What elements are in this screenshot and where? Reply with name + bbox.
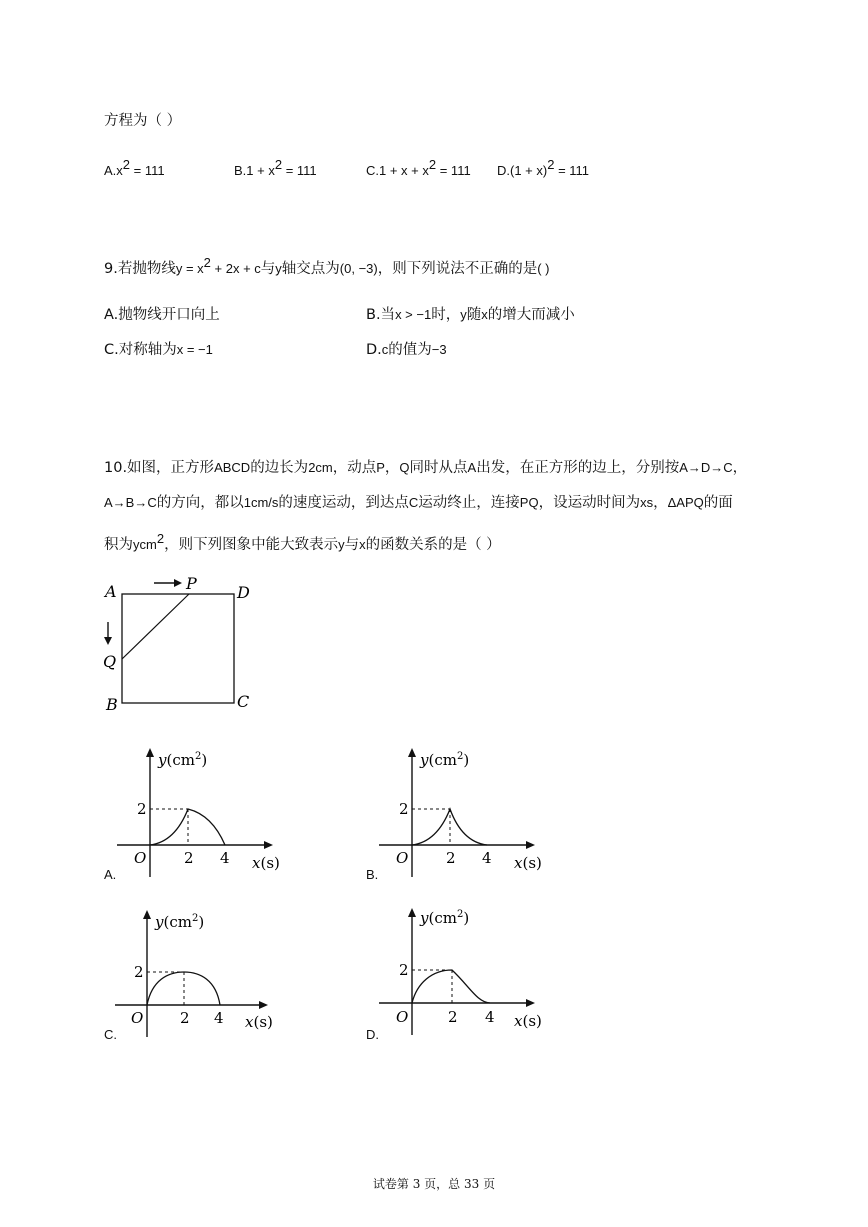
origin-label: O <box>131 1009 144 1027</box>
graph-option-d <box>362 905 552 1045</box>
tick-x-4: 4 <box>482 849 492 867</box>
stem-text: 积为 <box>104 537 133 553</box>
stem-text: ， <box>384 460 400 476</box>
option-expr: x <box>116 163 123 178</box>
stem-math: y <box>275 261 282 276</box>
tick-x-2: 2 <box>448 1008 458 1026</box>
tick-y-2: 2 <box>399 961 409 979</box>
arrow-right-head-icon <box>174 579 182 587</box>
q9-option-d <box>366 340 447 360</box>
exponent: 2 <box>547 157 555 172</box>
stem-math: (0, −3) <box>339 261 378 276</box>
tick-x-2: 2 <box>446 849 456 867</box>
stem-text: 轴交点为 <box>281 261 340 277</box>
function-curve <box>412 970 490 1003</box>
stem-text: ，动点 <box>332 460 377 476</box>
q9-option-c <box>104 340 213 360</box>
x-axis-label: x(s) <box>252 854 280 872</box>
vertex-label-a: A <box>105 582 117 601</box>
x-axis-arrow-icon <box>259 1001 268 1009</box>
tick-x-2: 2 <box>184 849 194 867</box>
stem-math: PQ <box>519 495 539 510</box>
stem-text: 的方向，都以 <box>156 495 244 511</box>
x-axis-label: x(s) <box>245 1013 273 1031</box>
option-text: 时， <box>431 307 461 323</box>
stem-text: 运动终止，连接 <box>418 495 520 511</box>
option-expr-rest: = 111 <box>130 163 165 178</box>
x-axis-arrow-icon <box>264 841 273 849</box>
option-text: 的值为 <box>388 342 432 358</box>
stem-text: ，则下列说法不正确的是 <box>377 261 538 277</box>
option-text: 随 <box>466 307 482 323</box>
graph-label-c: C. <box>104 1027 117 1042</box>
stem-math: A <box>467 460 477 475</box>
page-footer: 试卷第 3 页，总 33 页 <box>372 1177 496 1191</box>
option-math: x > −1 <box>395 307 432 322</box>
option-expr: 1 + x + x <box>379 163 429 178</box>
graph-option-c <box>100 905 290 1045</box>
graph-option-a <box>100 745 290 885</box>
option-expr-rest: = 111 <box>554 163 590 178</box>
option-expr: 1 + x <box>246 163 275 178</box>
graph-label-d: D. <box>366 1027 379 1042</box>
option-label: D. <box>497 163 510 178</box>
option-label: A. <box>104 163 117 178</box>
q9-option-a: A.抛物线开口向上 <box>104 307 220 323</box>
exponent: 2 <box>122 157 131 172</box>
stem-text: ，设运动时间为 <box>538 495 641 511</box>
graph-label-b: B. <box>366 867 379 882</box>
y-axis-arrow-icon <box>408 908 416 917</box>
question-intro: 方程为（ ） <box>104 113 182 129</box>
tick-x-4: 4 <box>485 1008 495 1026</box>
option-label: C. <box>366 163 379 178</box>
q8-option-c <box>366 157 471 179</box>
y-axis-arrow-icon <box>143 910 151 919</box>
stem-math: ycm <box>133 537 157 552</box>
stem-math: y <box>338 537 345 552</box>
q10-stem-line-3 <box>104 531 501 555</box>
stem-text: 的面 <box>703 495 733 511</box>
arrow-down-head-icon <box>104 637 112 645</box>
graph-label-a: A. <box>104 867 117 882</box>
origin-label: O <box>396 1008 409 1026</box>
stem-math: y = x <box>175 261 204 276</box>
stem-math: A→B→C <box>104 495 157 510</box>
y-axis-label: $y(cm^2)$ <box>420 751 470 769</box>
tick-y-2: 2 <box>134 963 144 981</box>
x-axis-label: x(s) <box>514 1012 542 1030</box>
y-axis-label: $y(cm^2)$ <box>155 913 205 931</box>
x-axis-arrow-icon <box>526 999 535 1007</box>
stem-text: 的速度运动，到达点 <box>278 495 409 511</box>
stem-text: 同时从点 <box>409 460 468 476</box>
vertex-label-d: D <box>237 583 250 602</box>
stem-math: P <box>376 460 385 475</box>
origin-label: O <box>396 849 409 867</box>
option-expr: (1 + x) <box>510 163 548 178</box>
stem-math: ΔAPQ <box>667 495 704 510</box>
q8-option-d <box>497 157 590 179</box>
stem-math: xs <box>640 495 654 510</box>
option-expr-rest: = 111 <box>436 163 471 178</box>
option-label: B. <box>234 163 247 178</box>
exponent: 2 <box>156 531 165 546</box>
stem-math: 2cm <box>308 460 333 475</box>
option-text: D. <box>366 342 382 358</box>
stem-text: 与 <box>344 537 360 553</box>
graph-option-b <box>362 745 552 885</box>
tick-x-2: 2 <box>180 1009 190 1027</box>
y-axis-label: $y(cm^2)$ <box>158 751 208 769</box>
function-curve <box>147 972 220 1005</box>
stem-text: ， <box>653 495 668 511</box>
tick-x-4: 4 <box>220 849 230 867</box>
stem-text: 出发，在正方形的边上，分别按 <box>476 460 680 476</box>
segment-pq <box>122 594 189 659</box>
option-text: 的增大而减小 <box>487 307 575 323</box>
point-label-p: P <box>186 574 197 593</box>
option-expr-rest: = 111 <box>282 163 317 178</box>
vertex-label-c: C <box>237 692 250 711</box>
x-axis-label: x(s) <box>514 854 542 872</box>
stem-text: 9.若抛物线 <box>104 261 176 277</box>
square-diagram <box>100 574 260 714</box>
stem-text: 与 <box>260 261 276 277</box>
option-math: x = −1 <box>176 342 213 357</box>
q10-stem-line-1 <box>104 458 747 478</box>
q8-option-b <box>234 157 317 179</box>
exponent: 2 <box>428 157 437 172</box>
stem-math: ABCD <box>214 460 251 475</box>
stem-text: 的函数关系的是（ ） <box>365 537 501 553</box>
option-math: x <box>481 307 488 322</box>
stem-math: x <box>359 537 366 552</box>
x-axis-arrow-icon <box>526 841 535 849</box>
stem-text: 10.如图，正方形 <box>104 460 215 476</box>
y-axis-arrow-icon <box>408 748 416 757</box>
stem-math: Q <box>399 460 410 475</box>
option-math: y <box>460 307 467 322</box>
stem-math: + 2x + c <box>210 261 261 276</box>
stem-text: ， <box>732 460 748 476</box>
stem-text: 的边长为 <box>250 460 309 476</box>
point-label-q: Q <box>103 652 117 671</box>
y-axis-arrow-icon <box>146 748 154 757</box>
exponent: 2 <box>203 255 211 270</box>
origin-label: O <box>134 849 147 867</box>
option-math: c <box>381 342 389 357</box>
square-abcd <box>122 594 234 703</box>
vertex-label-b: B <box>106 695 118 714</box>
stem-text: ，则下列图象中能大致表示 <box>164 537 339 553</box>
q8-option-a <box>104 157 165 179</box>
tick-x-4: 4 <box>214 1009 224 1027</box>
answer-blank: ( ) <box>537 261 550 276</box>
y-axis-label: $y(cm^2)$ <box>420 909 470 927</box>
tick-y-2: 2 <box>399 800 409 818</box>
q10-stem-line-2 <box>104 493 733 513</box>
stem-math: A→D→C <box>679 460 733 475</box>
tick-y-2: 2 <box>137 800 147 818</box>
stem-math: C <box>408 495 419 510</box>
q9-option-b <box>366 305 575 325</box>
exponent: 2 <box>274 157 283 172</box>
option-text: C.对称轴为 <box>104 342 177 358</box>
q9-stem <box>104 255 550 279</box>
stem-math: 1cm/s <box>243 495 279 510</box>
option-math: −3 <box>431 342 447 357</box>
option-text: B.当 <box>366 307 396 323</box>
